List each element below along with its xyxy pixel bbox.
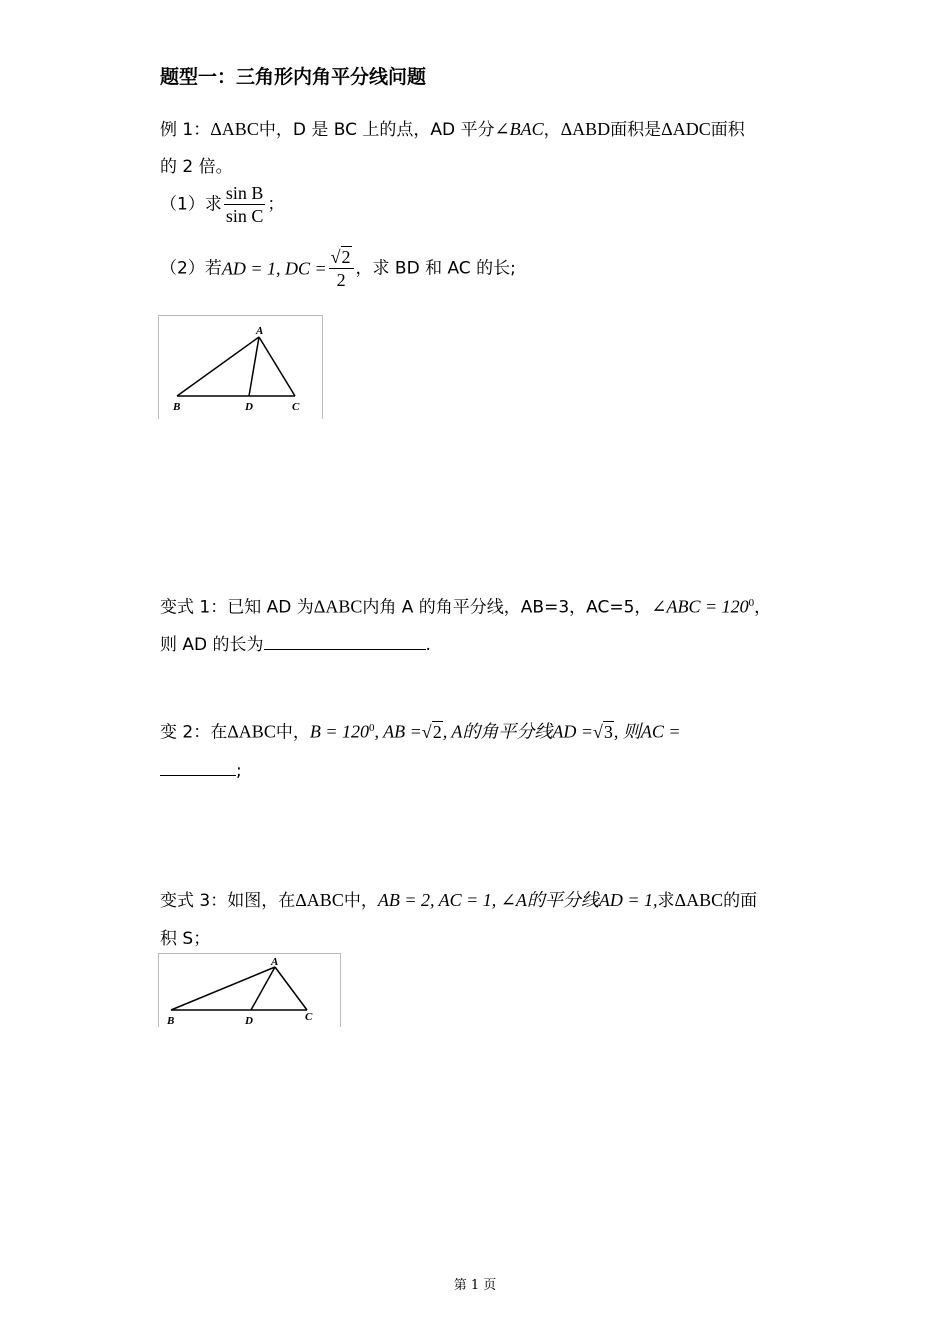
point-d-label: D [245,401,253,413]
variant-3-text-2: 求 [657,891,675,911]
fraction-numerator: sin B [225,183,264,203]
angle-b-value: B = 120 [309,721,369,742]
fraction-denominator: 2 [336,270,346,290]
vertex-b-label: B [173,401,181,413]
variant-1-text: 内角 A 的角平分线，AB=3，AC=5， [362,597,652,618]
variant-2-line-1 [160,717,681,744]
example-1-line-1 [160,118,745,141]
comma: ， [754,597,772,618]
period: . [425,635,431,655]
variant-3-line-2: 积 S； [160,929,211,949]
answer-blank[interactable] [264,631,426,650]
variant-2-label: 变 2：在 [160,722,228,743]
example-1-text-3: 面积 [710,120,745,140]
point-d-label: D [245,1015,253,1027]
bisector-ad-equals: , A的角平分线AD = [442,721,593,742]
triangle-abc: ΔABC [227,721,276,742]
semicolon: ; [236,761,242,781]
ab-equals: , AB = [374,721,422,742]
question-1-end: ； [267,194,285,215]
question-2 [160,246,516,291]
vertex-a-label: A [256,325,264,337]
example-1-text: 中，D 是 BC 上的点，AD 平分 [258,120,495,140]
example-1-label: 例 1： [160,120,211,140]
vertex-c-label: C [305,1011,313,1023]
question-1 [160,182,284,227]
ac-equals: , 则AC = [613,721,681,742]
variant-3-text-3: 的面 [723,891,758,911]
question-2-end: ，求 BD 和 AC 的长; [355,258,516,279]
triangle-abd: ΔABD [560,119,611,139]
example-1-line-2: 的 2 倍。 [160,157,233,177]
vertex-b-label: B [167,1015,175,1027]
variant-3-line-1 [160,889,757,912]
comma: ， [543,120,561,140]
section-title: 题型一：三角形内角平分线问题 [160,66,427,88]
vertex-c-label: C [292,401,300,413]
degree-mark: 0 [748,597,755,609]
angle-abc: ∠ABC = 120 [651,596,749,617]
radicand: 2 [432,721,442,742]
sqrt2-over-2-fraction [329,246,354,291]
sqrt-3: √3 [593,721,613,742]
variant-1-line-2 [160,631,431,656]
variant-1-label: 变式 1：已知 AD 为 [160,597,314,618]
example-1-text-2: 面积是 [610,120,662,140]
triangle-abc: ΔABC [313,596,363,617]
triangle-diagram-1 [159,316,322,419]
angle-bac: ∠BAC [494,119,544,139]
fraction-denominator: sin C [225,206,264,226]
question-2-label: （2）若 [160,258,222,279]
triangle-figure-1 [158,315,323,419]
variant-1-question: 则 AD 的长为 [160,635,264,655]
vertex-a-label: A [271,956,279,968]
triangle-diagram-2 [159,954,340,1027]
given-values: AB = 2, AC = 1, ∠A的平分线AD = 1, [377,890,658,910]
variant-1-line-1 [160,592,771,619]
question-2-math: AD = 1, DC = [221,258,327,279]
degree-mark: 0 [368,722,375,734]
page-number: 第 1 页 [453,1278,497,1293]
sqrt-2: √2 [421,721,442,742]
triangle-figure-2 [158,953,341,1027]
answer-blank[interactable] [160,757,236,776]
variant-3-label: 变式 3：如图，在 [160,891,296,911]
question-1-label: （1）求 [160,194,222,215]
triangle-adc: ΔADC [661,119,711,139]
variant-2-text: 中， [275,722,310,743]
fraction-numerator: √2 [329,246,354,269]
radicand: 3 [603,721,613,742]
triangle-abc: ΔABC [295,890,344,910]
variant-3-text: 中， [343,891,378,911]
variant-2-line-2 [160,757,242,782]
triangle-abc: ΔABC [210,119,259,139]
sin-ratio-fraction [224,182,266,227]
triangle-abc-2: ΔABC [674,890,724,910]
radicand: 2 [341,247,351,267]
